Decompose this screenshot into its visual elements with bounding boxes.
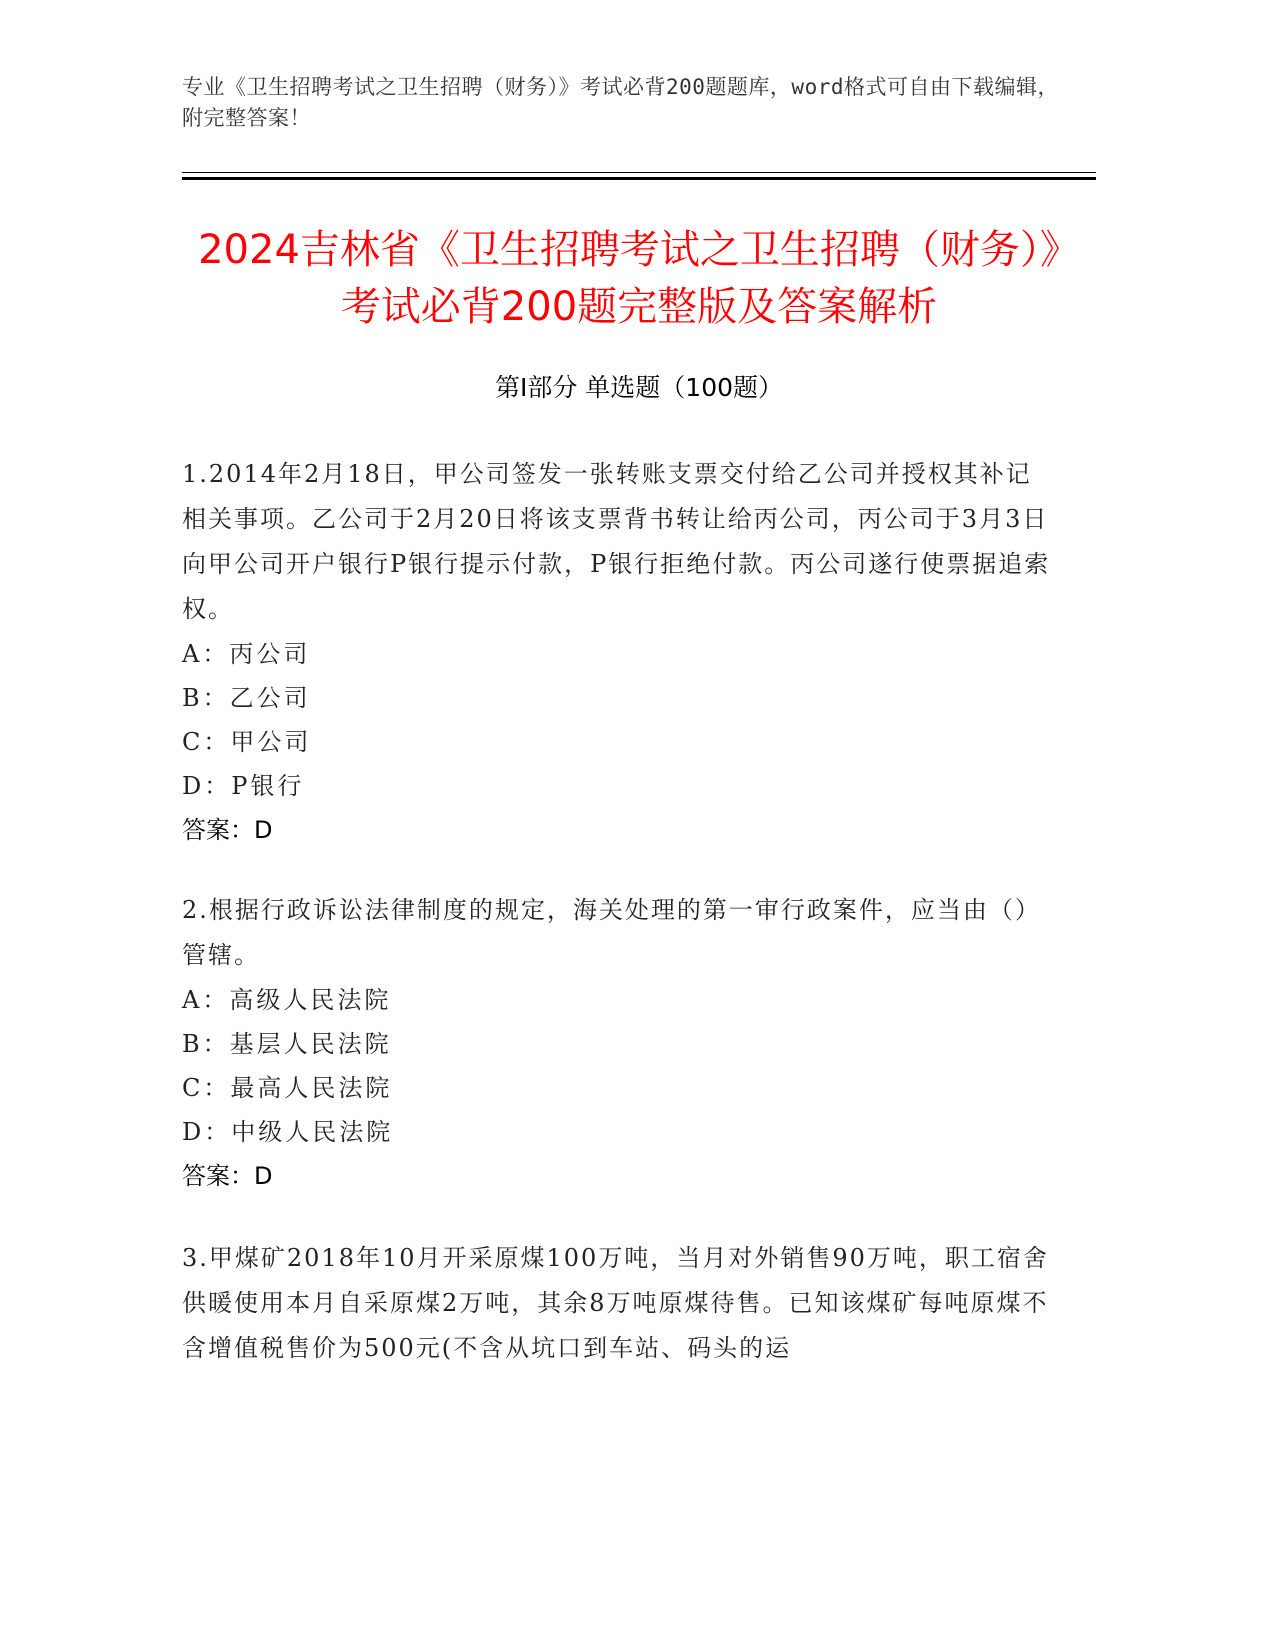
document-title: 2024吉林省《卫生招聘考试之卫生招聘（财务）》考试必背200题完整版及答案解析 [198, 227, 1080, 330]
option-a: A：丙公司 [182, 640, 311, 668]
question-3 [182, 1236, 1052, 1371]
option-b: B：乙公司 [182, 684, 311, 712]
question-stem: 1.2014年2月18日，甲公司签发一张转账支票交付给乙公司并授权其补记相关事项。乙公司于2月20日将该支票背书转让给丙公司，丙公司于3月3日向甲公司开户银行P银行提示付款，P银行拒绝付款。丙公司遂行使票据追索权。 [182, 460, 1051, 623]
option-c: C：最高人民法院 [182, 1074, 393, 1102]
question-2 [182, 888, 1052, 1198]
option-d: D：P银行 [182, 772, 305, 800]
question-stem: 3.甲煤矿2018年10月开采原煤100万吨，当月对外销售90万吨，职工宿舍供暖使用本月自采原煤2万吨，其余8万吨原煤待售。已知该煤矿每吨原煤不含增值税售价为500元(不含从坑口到车站、码头的运 [182, 1244, 1049, 1362]
header-divider-thick [182, 177, 1096, 180]
header-note: 专业《卫生招聘考试之卫生招聘（财务）》考试必背200题题库，word格式可自由下载编辑，附完整答案！ [182, 75, 1059, 130]
option-d: D：中级人民法院 [182, 1118, 394, 1146]
question-1 [182, 452, 1052, 852]
option-a: A：高级人民法院 [182, 986, 392, 1014]
option-c: C：甲公司 [182, 728, 312, 756]
option-b: B：基层人民法院 [182, 1030, 392, 1058]
section-heading: 第Ⅰ部分 单选题（100题） [494, 373, 784, 402]
answer: 答案：D [182, 1162, 273, 1190]
question-stem: 2.根据行政诉讼法律制度的规定，海关处理的第一审行政案件，应当由（）管辖。 [182, 896, 1041, 969]
header-divider-thin [182, 172, 1096, 173]
answer: 答案：D [182, 816, 273, 844]
